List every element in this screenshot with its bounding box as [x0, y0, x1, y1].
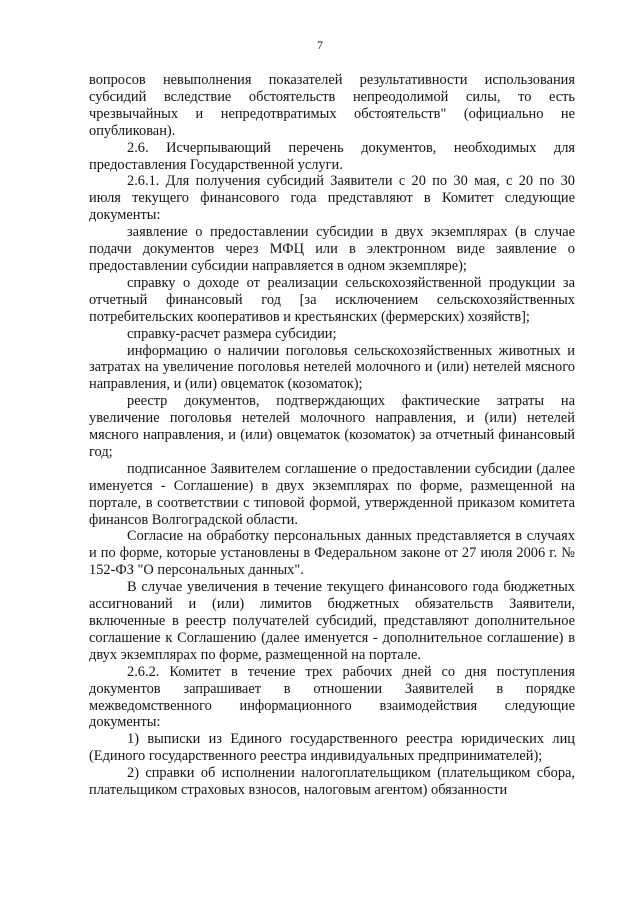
paragraph-section-2-6-1: 2.6.1. Для получения субсидий Заявители с 20 по 30 мая, с 20 по 30 июля текущего финансового года представляют в Комитет следующие документы:: [89, 173, 575, 224]
paragraph-application: заявление о предоставлении субсидии в двух экземплярах (в случае подачи документов через МФЦ или в электронном виде заявление о предоставлении субсидии направляется в одном экземпляре);: [89, 224, 575, 274]
paragraph-signed-agreement: подписанное Заявителем соглашение о предоставлении субсидии (далее именуется - Соглашение) в двух экземплярах по форме, размещенной на портале, в соответствии с типовой формой, утвержденной приказом комитета финансов Волгоградской области.: [89, 460, 575, 528]
paragraph-continuation: вопросов невыполнения показателей результативности использования субсидий вследствие обстоятельств непреодолимой силы, то есть чрезвычайных и непредотвратимых обстоятельств" (официально не опубликован).: [89, 72, 575, 139]
paragraph-item-2: 2) справки об исполнении налогоплательщиком (плательщиком сбора, плательщиком страховых взносов, налоговым агентом) обязанности: [89, 765, 575, 799]
paragraph-section-2-6-2: 2.6.2. Комитет в течение трех рабочих дней со дня поступления документов запрашивает в отношении Заявителей в порядке межведомственного информационного взаимодействия следующие документы:: [89, 663, 575, 731]
paragraph-calculation-certificate: справку-расчет размера субсидии;: [127, 325, 337, 342]
paragraph-livestock-info: информацию о наличии поголовья сельскохозяйственных животных и затратах на увеличение поголовья нетелей молочного и (или) нетелей мясного направления, и (или) овцематок (козоматок);: [89, 342, 575, 393]
paragraph-section-2-6: 2.6. Исчерпывающий перечень документов, необходимых для предоставления Государственной услуги.: [89, 139, 575, 173]
paragraph-personal-data-consent: Согласие на обработку персональных данных представляется в случаях и по форме, которые установлены в Федеральном законе от 27 июля 2006 г. № 152-ФЗ "О персональных данных".: [89, 528, 575, 579]
paragraph-income-certificate: справку о доходе от реализации сельскохозяйственной продукции за отчетный финансовый год [за исключением сельскохозяйственных потребительских кооперативов и крестьянских (фермерских) хозяйств];: [89, 274, 575, 325]
paragraph-cost-register: реестр документов, подтверждающих фактические затраты на увеличение поголовья нетелей молочного направления, и (или) нетелей мясного направления, и (или) овцематок (козоматок) за отчетный финансовый год;: [89, 393, 575, 460]
document-body: [89, 72, 575, 799]
page-number: 7: [317, 38, 323, 52]
paragraph-item-1: 1) выписки из Единого государственного реестра юридических лиц (Единого государственного реестра индивидуальных предпринимателей);: [89, 731, 575, 765]
paragraph-additional-agreement: В случае увеличения в течение текущего финансового года бюджетных ассигнований и (или) лимитов бюджетных обязательств Заявители, включенные в реестр получателей субсидий, представляют дополнительное соглашение к Соглашению (далее именуется - дополнительное соглашение) в двух экземплярах по форме, размещенной на портале.: [89, 579, 575, 663]
